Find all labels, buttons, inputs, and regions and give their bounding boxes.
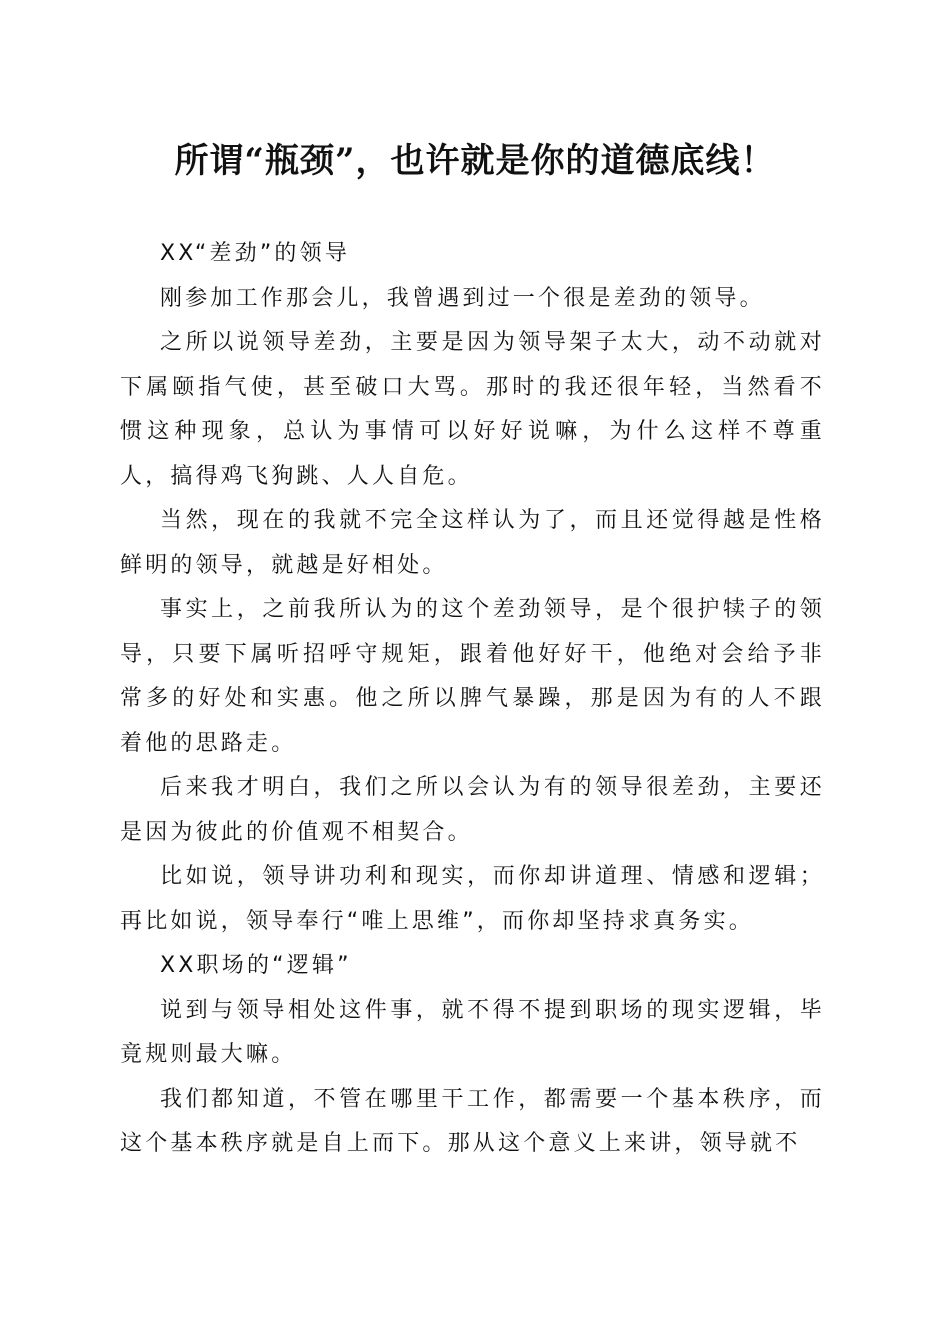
document-title: 所谓“瓶颈”，也许就是你的道德底线！: [174, 141, 776, 181]
section-heading: XX职场的“逻辑”: [160, 953, 352, 978]
body-paragraph: 后来我才明白，我们之所以会认为有的领导很差劲，主要还是因为彼此的价值观不相契合。: [120, 775, 825, 845]
section-heading: XX“差劲”的领导: [160, 241, 351, 266]
document-body: [120, 232, 825, 1167]
body-paragraph: 刚参加工作那会儿，我曾遇到过一个很是差劲的领导。: [160, 285, 765, 311]
body-paragraph: 之所以说领导差劲，主要是因为领导架子太大，动不动就对下属颐指气使，甚至破口大骂。那时的我还很年轻，当然看不惯这种现象，总认为事情可以好好说嘛，为什么这样不尊重人，搞得鸡飞狗跳、人人自危。: [120, 330, 825, 489]
body-paragraph: 我们都知道，不管在哪里干工作，都需要一个基本秩序，而这个基本秩序就是自上而下。那从这个意义上来讲，领导就不: [120, 1086, 825, 1156]
body-paragraph: 说到与领导相处这件事，就不得不提到职场的现实逻辑，毕竟规则最大嘛。: [120, 997, 825, 1067]
body-paragraph: 事实上，之前我所认为的这个差劲领导，是个很护犊子的领导，只要下属听招呼守规矩，跟着他好好干，他绝对会给予非常多的好处和实惠。他之所以脾气暴躁，那是因为有的人不跟着他的思路走。: [120, 597, 825, 756]
body-paragraph: 当然，现在的我就不完全这样认为了，而且还觉得越是性格鲜明的领导，就越是好相处。: [120, 508, 825, 578]
body-paragraph: 比如说，领导讲功利和现实，而你却讲道理、情感和逻辑；再比如说，领导奉行“唯上思维”，而你却坚持求真务实。: [120, 864, 825, 934]
